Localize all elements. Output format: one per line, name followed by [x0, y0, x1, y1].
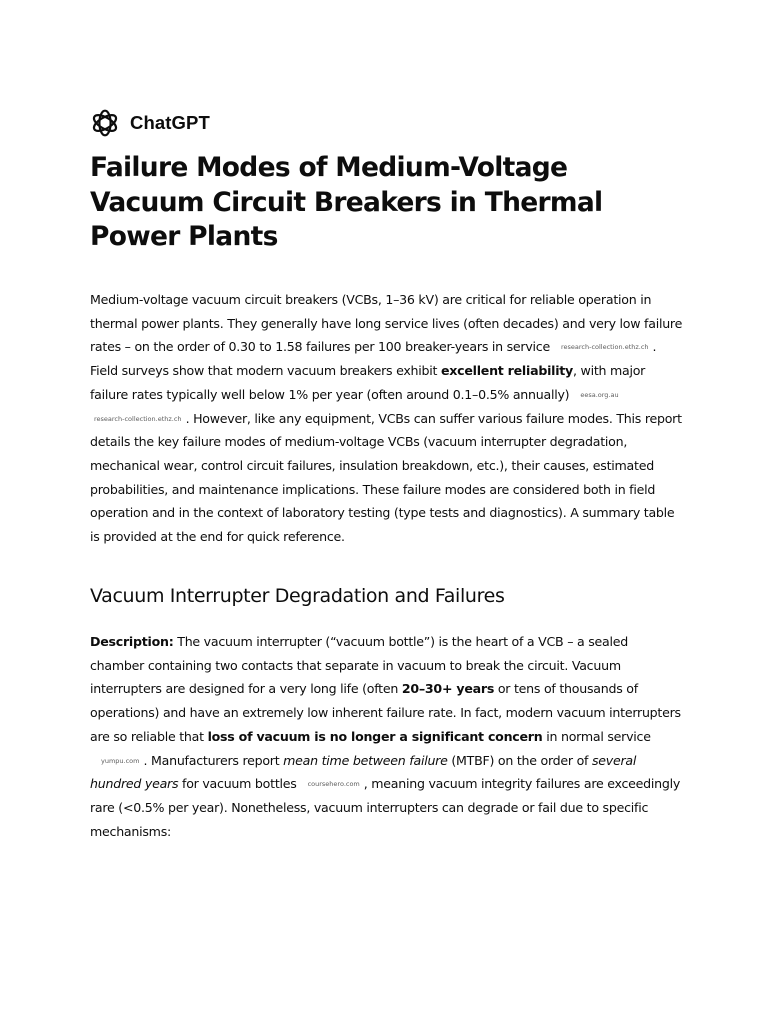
desc-text-4: . Manufacturers report: [143, 752, 284, 768]
source-link-research-collection-2[interactable]: research-collection.ethz.ch: [94, 414, 182, 423]
desc-text-2: or tens of thousands of operations) and have an extremely low inherent failure rate. In fact, modern vacuum interrupters are so reliable that: [90, 681, 681, 744]
source-link-eesa[interactable]: eesa.org.au: [580, 390, 619, 399]
desc-text-5: (MTBF) on the order of: [447, 752, 592, 768]
page-title: Failure Modes of Medium-Voltage Vacuum Circuit Breakers in Thermal Power Plants: [90, 152, 603, 252]
desc-text-3: in normal service: [542, 728, 651, 744]
intro-text-3: , with major failure rates typically well below 1% per year (often around 0.1–0.5% annually): [90, 363, 646, 402]
desc-italic-several-hundred-years: several hundred years: [90, 752, 637, 792]
desc-italic-mtbf: mean time between failure: [283, 752, 448, 768]
intro-bold-excellent-reliability: excellent reliability: [440, 363, 574, 379]
intro-paragraph: [90, 288, 684, 549]
openai-logo-icon: [90, 108, 120, 138]
source-link-research-collection[interactable]: research-collection.ethz.ch: [560, 343, 649, 352]
brand-name: ChatGPT: [130, 112, 210, 133]
intro-text-4: . However, like any equipment, VCBs can suffer various failure modes. This report details the key failure modes of medium-voltage VCBs (vacuum interrupter degradation, mechanical wear, control circuit failures, insulation breakdown, etc.), their causes, estimated probabilities, and maintenance implications. These failure modes are considered both in field operation and in the context of laboratory testing (type tests and diagnostics). A summary table is provided at the end for quick reference.: [90, 410, 682, 545]
desc-text-1: The vacuum interrupter (“vacuum bottle”) is the heart of a VCB – a sealed chamber containing two contacts that separate in vacuum to break the circuit. Vacuum interrupters are designed for a very long life (often: [90, 634, 628, 697]
intro-text-1: Medium-voltage vacuum circuit breakers (VCBs, 1–36 kV) are critical for reliable operation in thermal power plants. They generally have long service lives (often decades) and very low failure rates – on the order of 0.30 to 1.58 failures per 100 breaker-years in service: [90, 292, 683, 355]
source-link-yumpu[interactable]: yumpu.com: [101, 756, 140, 765]
description-label: Description:: [90, 634, 174, 649]
intro-text-2: . Field surveys show that modern vacuum breakers exhibit: [90, 339, 657, 379]
desc-text-7: , meaning vacuum integrity failures are exceedingly rare (<0.5% per year). Nonetheless, vacuum interrupters can degrade or fail due to specific mechanisms:: [90, 776, 681, 839]
section-heading-vacuum-interrupter: Vacuum Interrupter Degradation and Failures: [90, 585, 505, 607]
section-description-paragraph: [90, 630, 684, 843]
desc-text-6: for vacuum bottles: [178, 776, 297, 792]
desc-bold-loss-of-vacuum: loss of vacuum is no longer a significant concern: [207, 728, 543, 744]
source-link-coursehero[interactable]: coursehero.com: [307, 780, 360, 789]
desc-bold-years: 20–30+ years: [401, 681, 495, 697]
brand-header: [90, 108, 210, 138]
